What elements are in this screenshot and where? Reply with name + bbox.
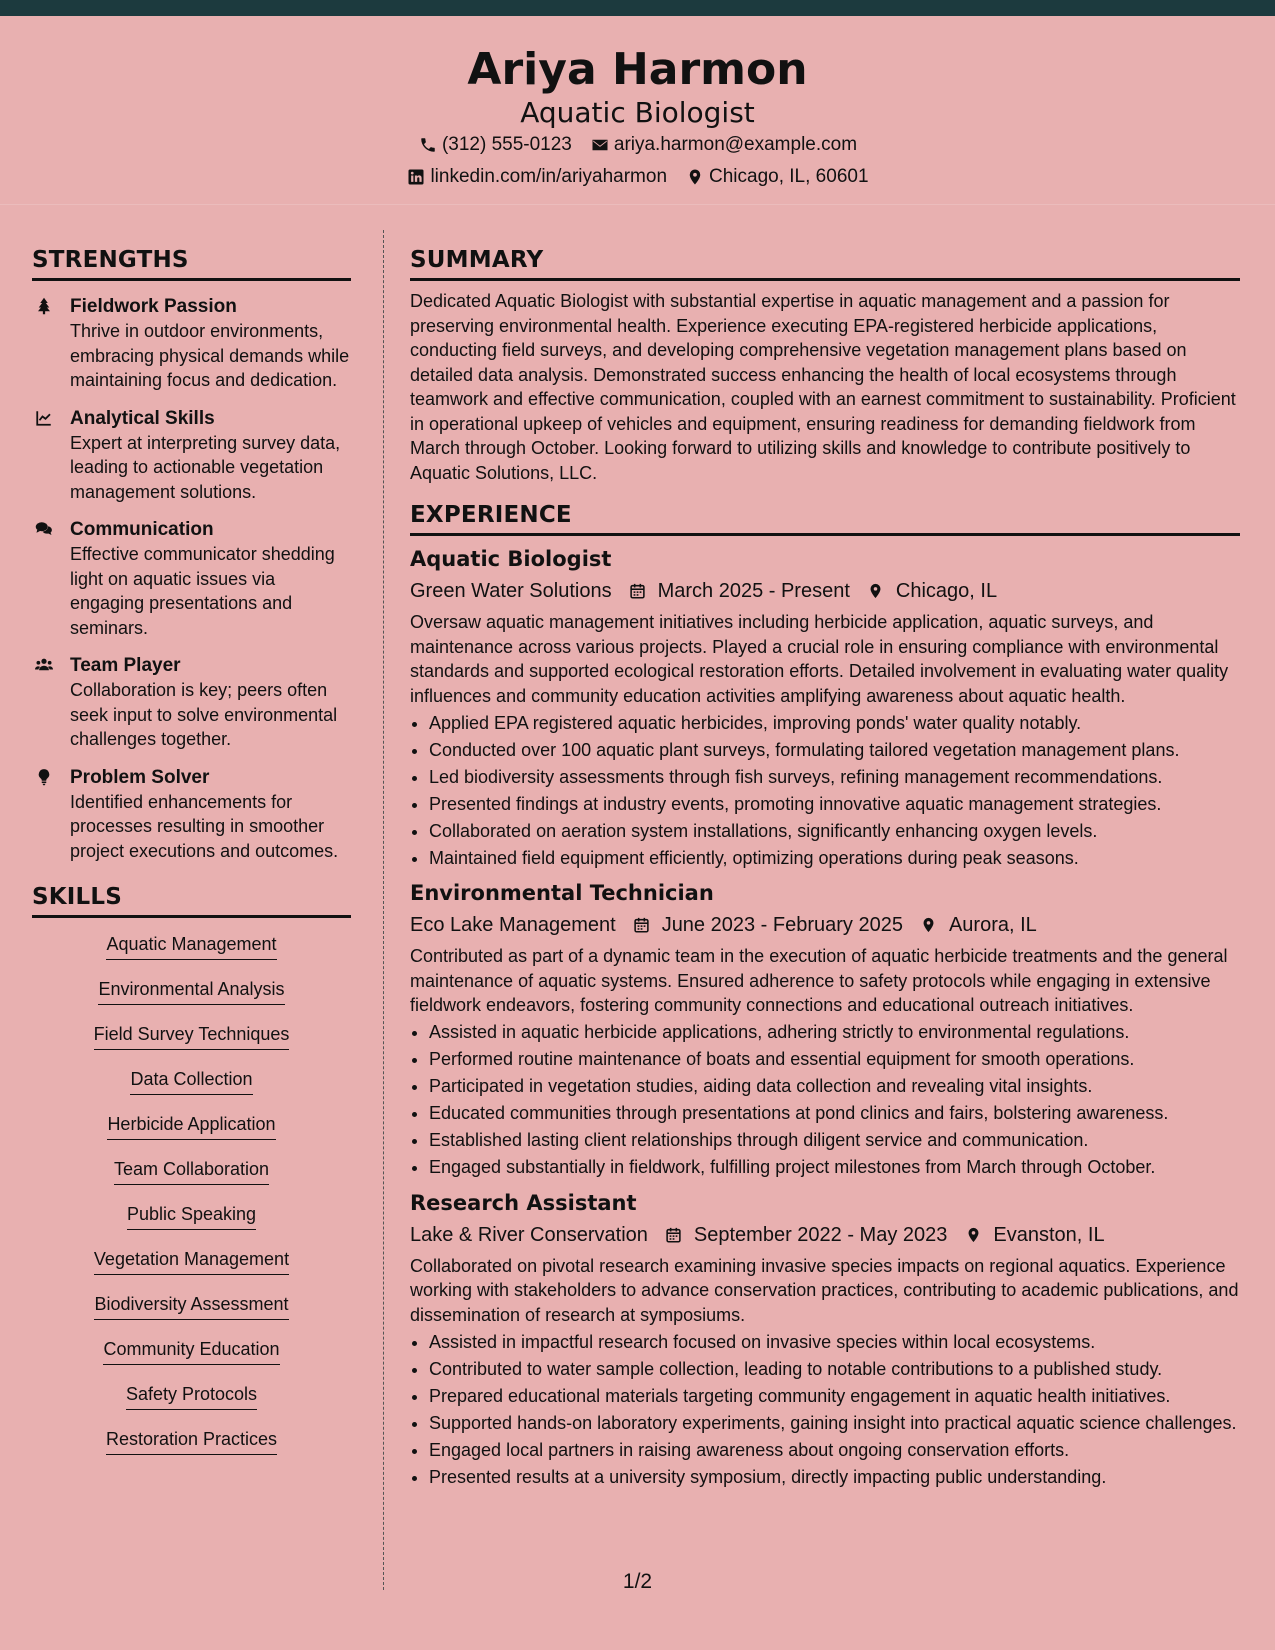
job-bullet: • Presented findings at industry events, promoting innovative aquatic management strategies. xyxy=(429,792,1240,817)
job-bullet: • Conducted over 100 aquatic plant surveys, formulating tailored vegetation management plans. xyxy=(429,738,1240,763)
skill-item xyxy=(32,1292,351,1337)
resume-header xyxy=(0,16,1275,205)
strength-item xyxy=(32,407,351,505)
job-entry xyxy=(410,878,1240,1180)
job-bullet: • Performed routine maintenance of boats and essential equipment for smooth operations. xyxy=(429,1047,1240,1072)
job-dates: June 2023 - February 2025 xyxy=(661,914,903,936)
strength-title: Communication xyxy=(70,519,214,540)
linkedin-text[interactable]: linkedin.com/in/ariyaharmon xyxy=(430,166,668,187)
lightbulb-icon xyxy=(32,768,56,788)
job-bullet: • Participated in vegetation studies, aiding data collection and revealing vital insights. xyxy=(429,1074,1240,1099)
job-bullet: • Led biodiversity assessments through fish surveys, refining management recommendations. xyxy=(429,765,1240,790)
map-marker-icon xyxy=(685,167,705,187)
job-bullet: • Supported hands-on laboratory experiments, gaining insight into practical aquatic science challenges. xyxy=(429,1411,1240,1436)
job-bullet: • Contributed to water sample collection, leading to notable contributions to a published study. xyxy=(429,1357,1240,1382)
strength-item xyxy=(32,518,351,640)
job-dates: March 2025 - Present xyxy=(657,580,850,602)
left-column xyxy=(32,244,351,1472)
strengths-heading: STRENGTHS xyxy=(32,244,351,281)
strength-item xyxy=(32,654,351,752)
job-title: Aquatic Biologist xyxy=(410,547,612,571)
job-title: Environmental Technician xyxy=(410,881,714,905)
job-description: Oversaw aquatic management initiatives including herbicide application, aquatic surveys, and maintenance across various projects. Played a crucial role in ensuring compliance with environmental standards and supported ecological restoration efforts. Detailed involvement in evaluating water quality influences and community education activities amplifying awareness about aquatic health. xyxy=(410,612,1229,706)
skill-label: Environmental Analysis xyxy=(98,977,284,1005)
job-bullets xyxy=(410,711,1240,871)
skills-heading: SKILLS xyxy=(32,881,351,918)
calendar-icon xyxy=(632,915,652,935)
skill-item xyxy=(32,977,351,1022)
map-marker-icon xyxy=(963,1225,983,1245)
email-contact[interactable] xyxy=(590,134,857,157)
top-accent-bar xyxy=(0,0,1275,16)
job-bullet: • Collaborated on aeration system installations, significantly enhancing oxygen levels. xyxy=(429,819,1240,844)
job-location: Evanston, IL xyxy=(993,1223,1105,1246)
skill-item xyxy=(32,1247,351,1292)
job-bullet: • Prepared educational materials targeting community engagement in aquatic health initiatives. xyxy=(429,1384,1240,1409)
calendar-icon xyxy=(628,581,648,601)
summary-heading: SUMMARY xyxy=(410,244,1240,281)
skill-item xyxy=(32,1427,351,1472)
skill-label: Field Survey Techniques xyxy=(94,1022,290,1050)
skill-label: Biodiversity Assessment xyxy=(94,1292,288,1320)
skill-label: Safety Protocols xyxy=(126,1382,257,1410)
job-description: Collaborated on pivotal research examining invasive species impacts on regional aquatics. Experience working with stakeholders to advance conservation practices, contributing to academic publications, and dissemination of research at symposiums. xyxy=(410,1255,1239,1325)
skill-item xyxy=(32,932,351,977)
skill-item xyxy=(32,1067,351,1112)
page-number: 1/2 xyxy=(622,1570,653,1593)
chart-line-icon xyxy=(32,409,56,429)
job-bullet: • Engaged substantially in fieldwork, fulfilling project milestones from March through October. xyxy=(429,1155,1240,1180)
job-bullet: • Educated communities through presentations at pond clinics and fairs, bolstering awareness. xyxy=(429,1101,1240,1126)
job-dates: September 2022 - May 2023 xyxy=(693,1223,948,1246)
job-bullets xyxy=(410,1330,1240,1490)
skill-item xyxy=(32,1202,351,1247)
strength-title: Fieldwork Passion xyxy=(70,296,237,317)
contact-row-1 xyxy=(0,134,1275,157)
strength-desc: Collaboration is key; peers often seek input to solve environmental challenges together. xyxy=(70,680,338,749)
experience-heading: EXPERIENCE xyxy=(410,499,1240,536)
comments-icon xyxy=(32,520,56,540)
job-bullet: • Maintained field equipment efficiently, optimizing operations during peak seasons. xyxy=(429,846,1240,871)
email-text[interactable]: ariya.harmon@example.com xyxy=(613,134,858,155)
linkedin-icon xyxy=(406,167,426,187)
skill-label: Public Speaking xyxy=(127,1202,256,1230)
job-company: Lake & River Conservation xyxy=(410,1223,648,1246)
skills-list xyxy=(32,932,351,1472)
linkedin-contact[interactable] xyxy=(406,166,667,189)
job-location: Chicago, IL xyxy=(895,580,998,602)
strength-desc: Effective communicator shedding light on aquatic issues via engaging presentations and seminars. xyxy=(70,544,335,638)
skill-label: Vegetation Management xyxy=(94,1247,289,1275)
location-text: Chicago, IL, 60601 xyxy=(709,166,869,187)
job-company: Eco Lake Management xyxy=(410,914,616,936)
strength-item xyxy=(32,766,351,864)
phone-text: (312) 555-0123 xyxy=(441,134,572,155)
location-contact xyxy=(685,166,869,189)
right-column xyxy=(410,244,1240,1489)
skill-label: Team Collaboration xyxy=(114,1157,269,1185)
skill-label: Restoration Practices xyxy=(106,1427,277,1455)
strength-desc: Expert at interpreting survey data, leading to actionable vegetation management solutions. xyxy=(70,432,341,502)
map-marker-icon xyxy=(866,581,886,601)
job-company: Green Water Solutions xyxy=(410,580,612,602)
skill-item xyxy=(32,1022,351,1067)
strength-title: Analytical Skills xyxy=(70,407,215,429)
job-meta xyxy=(410,576,1240,606)
job-bullet: • Assisted in aquatic herbicide applications, adhering strictly to environmental regulations. xyxy=(429,1020,1240,1045)
summary-text: Dedicated Aquatic Biologist with substantial expertise in aquatic management and a passion for preserving environmental health. Experience executing EPA-registered herbicide applications, conducting field surveys, and developing comprehensive vegetation management plans based on detailed data analysis. Demonstrated success enhancing the health of local ecosystems through teamwork and effective communication, coupled with an earnest commitment to sustainability. Proficient in operational upkeep of vehicles and equipment, ensuring readiness for demanding fieldwork from March through October. Looking forward to utilizing skills and knowledge to contribute positively to Aquatic Solutions, LLC. xyxy=(410,291,1236,483)
job-bullet: • Presented results at a university symposium, directly impacting public understanding. xyxy=(429,1465,1240,1490)
contact-row-2 xyxy=(0,166,1275,189)
calendar-icon xyxy=(664,1225,684,1245)
candidate-title: Aquatic Biologist xyxy=(520,96,755,129)
skill-item xyxy=(32,1382,351,1427)
job-meta xyxy=(410,910,1240,940)
phone-icon xyxy=(418,135,438,155)
column-divider xyxy=(383,230,384,1590)
job-bullet: • Engaged local partners in raising awareness about ongoing conservation efforts. xyxy=(429,1438,1240,1463)
skill-item xyxy=(32,1157,351,1202)
phone-contact xyxy=(418,134,572,157)
job-meta xyxy=(410,1220,1240,1250)
job-bullets xyxy=(410,1020,1240,1180)
job-bullet: • Applied EPA registered aquatic herbicides, improving ponds' water quality notably. xyxy=(429,711,1240,736)
map-marker-icon xyxy=(919,915,939,935)
strength-desc: Thrive in outdoor environments, embracing physical demands while maintaining focus and dedication. xyxy=(70,321,350,390)
job-bullet: • Established lasting client relationships through diligent service and communication. xyxy=(429,1128,1240,1153)
job-description: Contributed as part of a dynamic team in the execution of aquatic herbicide treatments and the general maintenance of aquatic systems. Ensured adherence to safety protocols while engaging in extensive fieldwork endeavors, fostering community connections and educational outreach initiatives. xyxy=(410,946,1228,1015)
skill-label: Herbicide Application xyxy=(107,1112,275,1140)
skill-label: Aquatic Management xyxy=(106,932,276,960)
strength-item xyxy=(32,295,351,393)
strength-desc: Identified enhancements for processes resulting in smoother project executions and outcomes. xyxy=(70,791,339,861)
job-title: Research Assistant xyxy=(410,1190,637,1215)
strength-title: Team Player xyxy=(70,655,181,676)
skill-item xyxy=(32,1112,351,1157)
job-bullet: • Assisted in impactful research focused on invasive species within local ecosystems. xyxy=(429,1330,1240,1355)
tree-icon xyxy=(32,297,56,317)
skill-label: Community Education xyxy=(103,1337,279,1365)
skill-item xyxy=(32,1337,351,1382)
job-entry xyxy=(410,1188,1240,1490)
envelope-icon xyxy=(590,135,610,155)
skill-label: Data Collection xyxy=(130,1067,252,1095)
job-location: Aurora, IL xyxy=(948,914,1037,936)
job-entry xyxy=(410,544,1240,870)
candidate-name: Ariya Harmon xyxy=(467,44,808,95)
users-icon xyxy=(32,656,56,676)
strength-title: Problem Solver xyxy=(70,766,210,788)
